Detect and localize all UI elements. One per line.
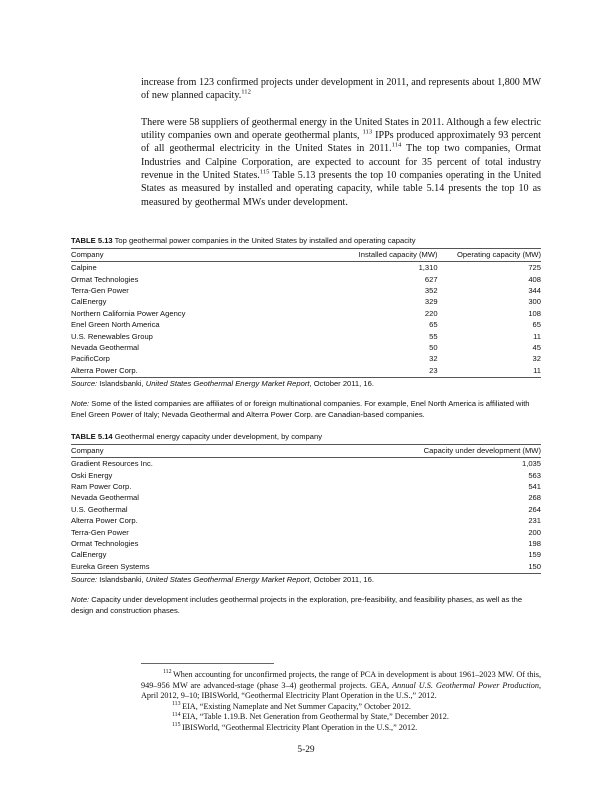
table-5-14 <box>71 444 541 573</box>
table-5-13-source <box>71 378 541 390</box>
note-text: Capacity under development includes geothermal projects in the exploration, pre-feasibility, and feasibility phases, as well as the design and construction phases. <box>71 595 523 615</box>
italic-title: Annual U.S. Geothermal Power Production <box>392 680 539 690</box>
cell-value: 50 <box>429 342 438 352</box>
footnote-number: 115 <box>172 722 181 729</box>
cell-company: Ormat Technologies <box>71 274 139 284</box>
table-row <box>71 319 541 330</box>
cell-company: Terra-Gen Power <box>71 527 129 537</box>
cell-company: CalEnergy <box>71 297 107 307</box>
table-5-13-block <box>71 235 541 420</box>
footnote-separator-rule <box>141 663 274 664</box>
cell-value: 32 <box>532 354 541 364</box>
table-5-14-note <box>71 595 541 616</box>
cell-company: Alterra Power Corp. <box>71 516 138 526</box>
footnote-marker: 113 <box>362 128 373 136</box>
source-post: , October 2011, 16. <box>309 379 374 389</box>
source-label: Source: <box>71 379 98 389</box>
table-5-13-caption <box>71 235 541 248</box>
cell-value: 159 <box>528 550 541 560</box>
table-5-14-body <box>71 458 541 573</box>
footnote-marker: 112 <box>241 88 251 96</box>
cell-company: Alterra Power Corp. <box>71 365 334 377</box>
footnote-number: 112 <box>163 669 172 676</box>
cell-value: 198 <box>528 538 541 548</box>
cell-value: 23 <box>334 365 437 377</box>
cell-value: 150 <box>334 561 541 573</box>
cell-company: Oski Energy <box>71 470 113 480</box>
cell-value: 11 <box>438 365 541 377</box>
cell-value: 268 <box>528 493 541 503</box>
table-5-14-caption-label: TABLE 5.14 <box>71 432 113 441</box>
source-pre: Islandsbanki, <box>97 379 146 389</box>
column-header-company: Company <box>71 445 334 458</box>
cell-company: Terra-Gen Power <box>71 286 129 296</box>
cell-value: 627 <box>424 274 438 284</box>
table-5-13-header <box>71 249 541 262</box>
table-row <box>71 285 541 296</box>
table-row <box>71 262 541 274</box>
body-text-block <box>141 76 541 209</box>
footnote-114: $^{114}$ EIA, “Table 1.19.B. Net Generation from Geothermal by State,” December 2012. <box>172 711 449 722</box>
table-row <box>71 549 541 560</box>
footnote-113: $^{113}$ EIA, “Existing Nameplate and Net Summer Capacity,” October 2012. <box>172 701 411 711</box>
table-5-13-note <box>71 399 541 420</box>
cell-value: 563 <box>528 470 541 480</box>
column-header-operating-capacity: Operating capacity (MW) <box>438 249 541 262</box>
table-row <box>71 515 541 526</box>
cell-value: 1,310 <box>418 263 438 273</box>
table-5-14-caption-text: Geothermal energy capacity under development, by company <box>114 432 323 441</box>
paragraph-2: There were 58 suppliers of geothermal energy in the United States in 2011. Although a few electric utility companies own and operate geothermal plants, $^{113}$ IPPs produced approximately 93 percent of all geothermal electricity in the United States in 2011.$^{114}$ The top two companies, Ormat Industries and Calpine Corporation, are expected to account for 35 percent of total industry revenue in the United States.$^{115}$ Table 5.13 presents the top 10 companies operating in the United States as measured by installed and operating capacity, while table 5.14 presents the top 10 as measured by geothermal MWs under development. <box>141 116 542 208</box>
cell-company: Gradient Resources Inc. <box>71 459 153 469</box>
cell-company: Eureka Green Systems <box>71 561 334 573</box>
source-report-title: United States Geothermal Energy Market Report <box>145 575 310 585</box>
cell-company: U.S. Geothermal <box>71 504 128 514</box>
table-row <box>71 561 541 573</box>
cell-company: Ormat Technologies <box>71 538 139 548</box>
table-row <box>71 342 541 353</box>
cell-value: 300 <box>528 297 541 307</box>
cell-value: 231 <box>528 516 541 526</box>
table-row <box>71 481 541 492</box>
footnote-number: 113 <box>172 701 181 708</box>
footnotes-block <box>141 670 541 734</box>
table-row <box>71 504 541 515</box>
cell-value: 65 <box>532 320 541 330</box>
column-header-company: Company <box>71 249 334 262</box>
cell-company: Nevada Geothermal <box>71 342 139 352</box>
column-header-capacity-under-development: Capacity under development (MW) <box>334 445 541 458</box>
cell-value: 11 <box>533 331 541 341</box>
cell-company: Calpine <box>71 263 97 273</box>
table-row <box>71 365 541 377</box>
table-5-14-header-row <box>71 445 541 458</box>
table-5-14-header <box>71 445 541 458</box>
table-5-13-body <box>71 262 541 377</box>
cell-company: U.S. Renewables Group <box>71 331 153 341</box>
table-row <box>71 331 541 342</box>
cell-value: 200 <box>528 527 541 537</box>
note-text: Some of the listed companies are affiliates of or foreign multinational companies. For example, Enel North America is affiliated with Enel Green Power of Italy; Nevada Geothermal and Alterra Power Corp. are Canadian-based companies. <box>71 399 530 419</box>
cell-value: 344 <box>528 286 541 296</box>
table-row <box>71 308 541 319</box>
note-label: Note: <box>71 595 90 605</box>
cell-value: 220 <box>424 308 438 318</box>
table-5-13-header-row <box>71 249 541 262</box>
table-row <box>71 458 541 470</box>
table-row <box>71 493 541 504</box>
source-post: , October 2011, 16. <box>309 575 374 585</box>
cell-value: 264 <box>528 504 541 514</box>
table-row <box>71 353 541 364</box>
table-5-14-caption <box>71 431 541 444</box>
cell-value: 329 <box>424 297 438 307</box>
table-5-13 <box>71 248 541 377</box>
footnote-115: $^{115}$ IBISWorld, “Geothermal Electricity Plant Operation in the U.S.,” 2012. <box>172 722 418 732</box>
cell-company: Northern California Power Agency <box>71 308 186 318</box>
footnote-marker: 115 <box>259 168 270 176</box>
source-report-title: United States Geothermal Energy Market Report <box>145 379 310 389</box>
table-row <box>71 297 541 308</box>
table-5-14-source <box>71 574 541 586</box>
cell-value: 55 <box>429 331 438 341</box>
table-5-13-caption-label: TABLE 5.13 <box>71 236 113 245</box>
source-pre: Islandsbanki, <box>97 575 146 585</box>
cell-value: 725 <box>528 263 541 273</box>
table-5-14-block <box>71 431 541 616</box>
table-5-13-caption-text: Top geothermal power companies in the United States by installed and operating capacity <box>114 236 416 245</box>
cell-company: Ram Power Corp. <box>71 482 132 492</box>
table-row <box>71 274 541 285</box>
source-label: Source: <box>71 575 98 585</box>
footnote-marker: 114 <box>391 142 402 150</box>
table-row <box>71 527 541 538</box>
footnote-number: 114 <box>172 711 181 718</box>
cell-value: 32 <box>429 354 438 364</box>
cell-company: Nevada Geothermal <box>71 493 139 503</box>
table-row <box>71 538 541 549</box>
cell-company: Enel Green North America <box>71 320 160 330</box>
cell-value: 408 <box>528 274 541 284</box>
note-label: Note: <box>71 399 90 409</box>
cell-company: CalEnergy <box>71 550 107 560</box>
column-header-installed-capacity: Installed capacity (MW) <box>334 249 437 262</box>
cell-value: 1,035 <box>521 459 541 469</box>
table-row <box>71 470 541 481</box>
page-number: 5-29 <box>297 745 315 755</box>
cell-value: 65 <box>429 320 438 330</box>
cell-value: 108 <box>528 308 541 318</box>
cell-value: 45 <box>532 342 541 352</box>
cell-value: 352 <box>424 286 438 296</box>
cell-value: 541 <box>528 482 541 492</box>
paragraph-1: increase from 123 confirmed projects under development in 2011, and represents about 1,800 MW of new planned capacity.$^{112}$ <box>141 77 541 102</box>
footnote-112: $^{112}$ When accounting for unconfirmed projects, the range of PCA in development is about 1961–2023 MW. Of this, 949–956 MW are advanced-stage (phase 3–4) geothermal projects. GEA, Annual U.S. Geothermal Power Production, April 2012, 9–10; IBISWorld, “Geothermal Electricity Plant Operation in the U.S.,” 2012. <box>141 669 541 701</box>
cell-company: PacificCorp <box>71 354 110 364</box>
